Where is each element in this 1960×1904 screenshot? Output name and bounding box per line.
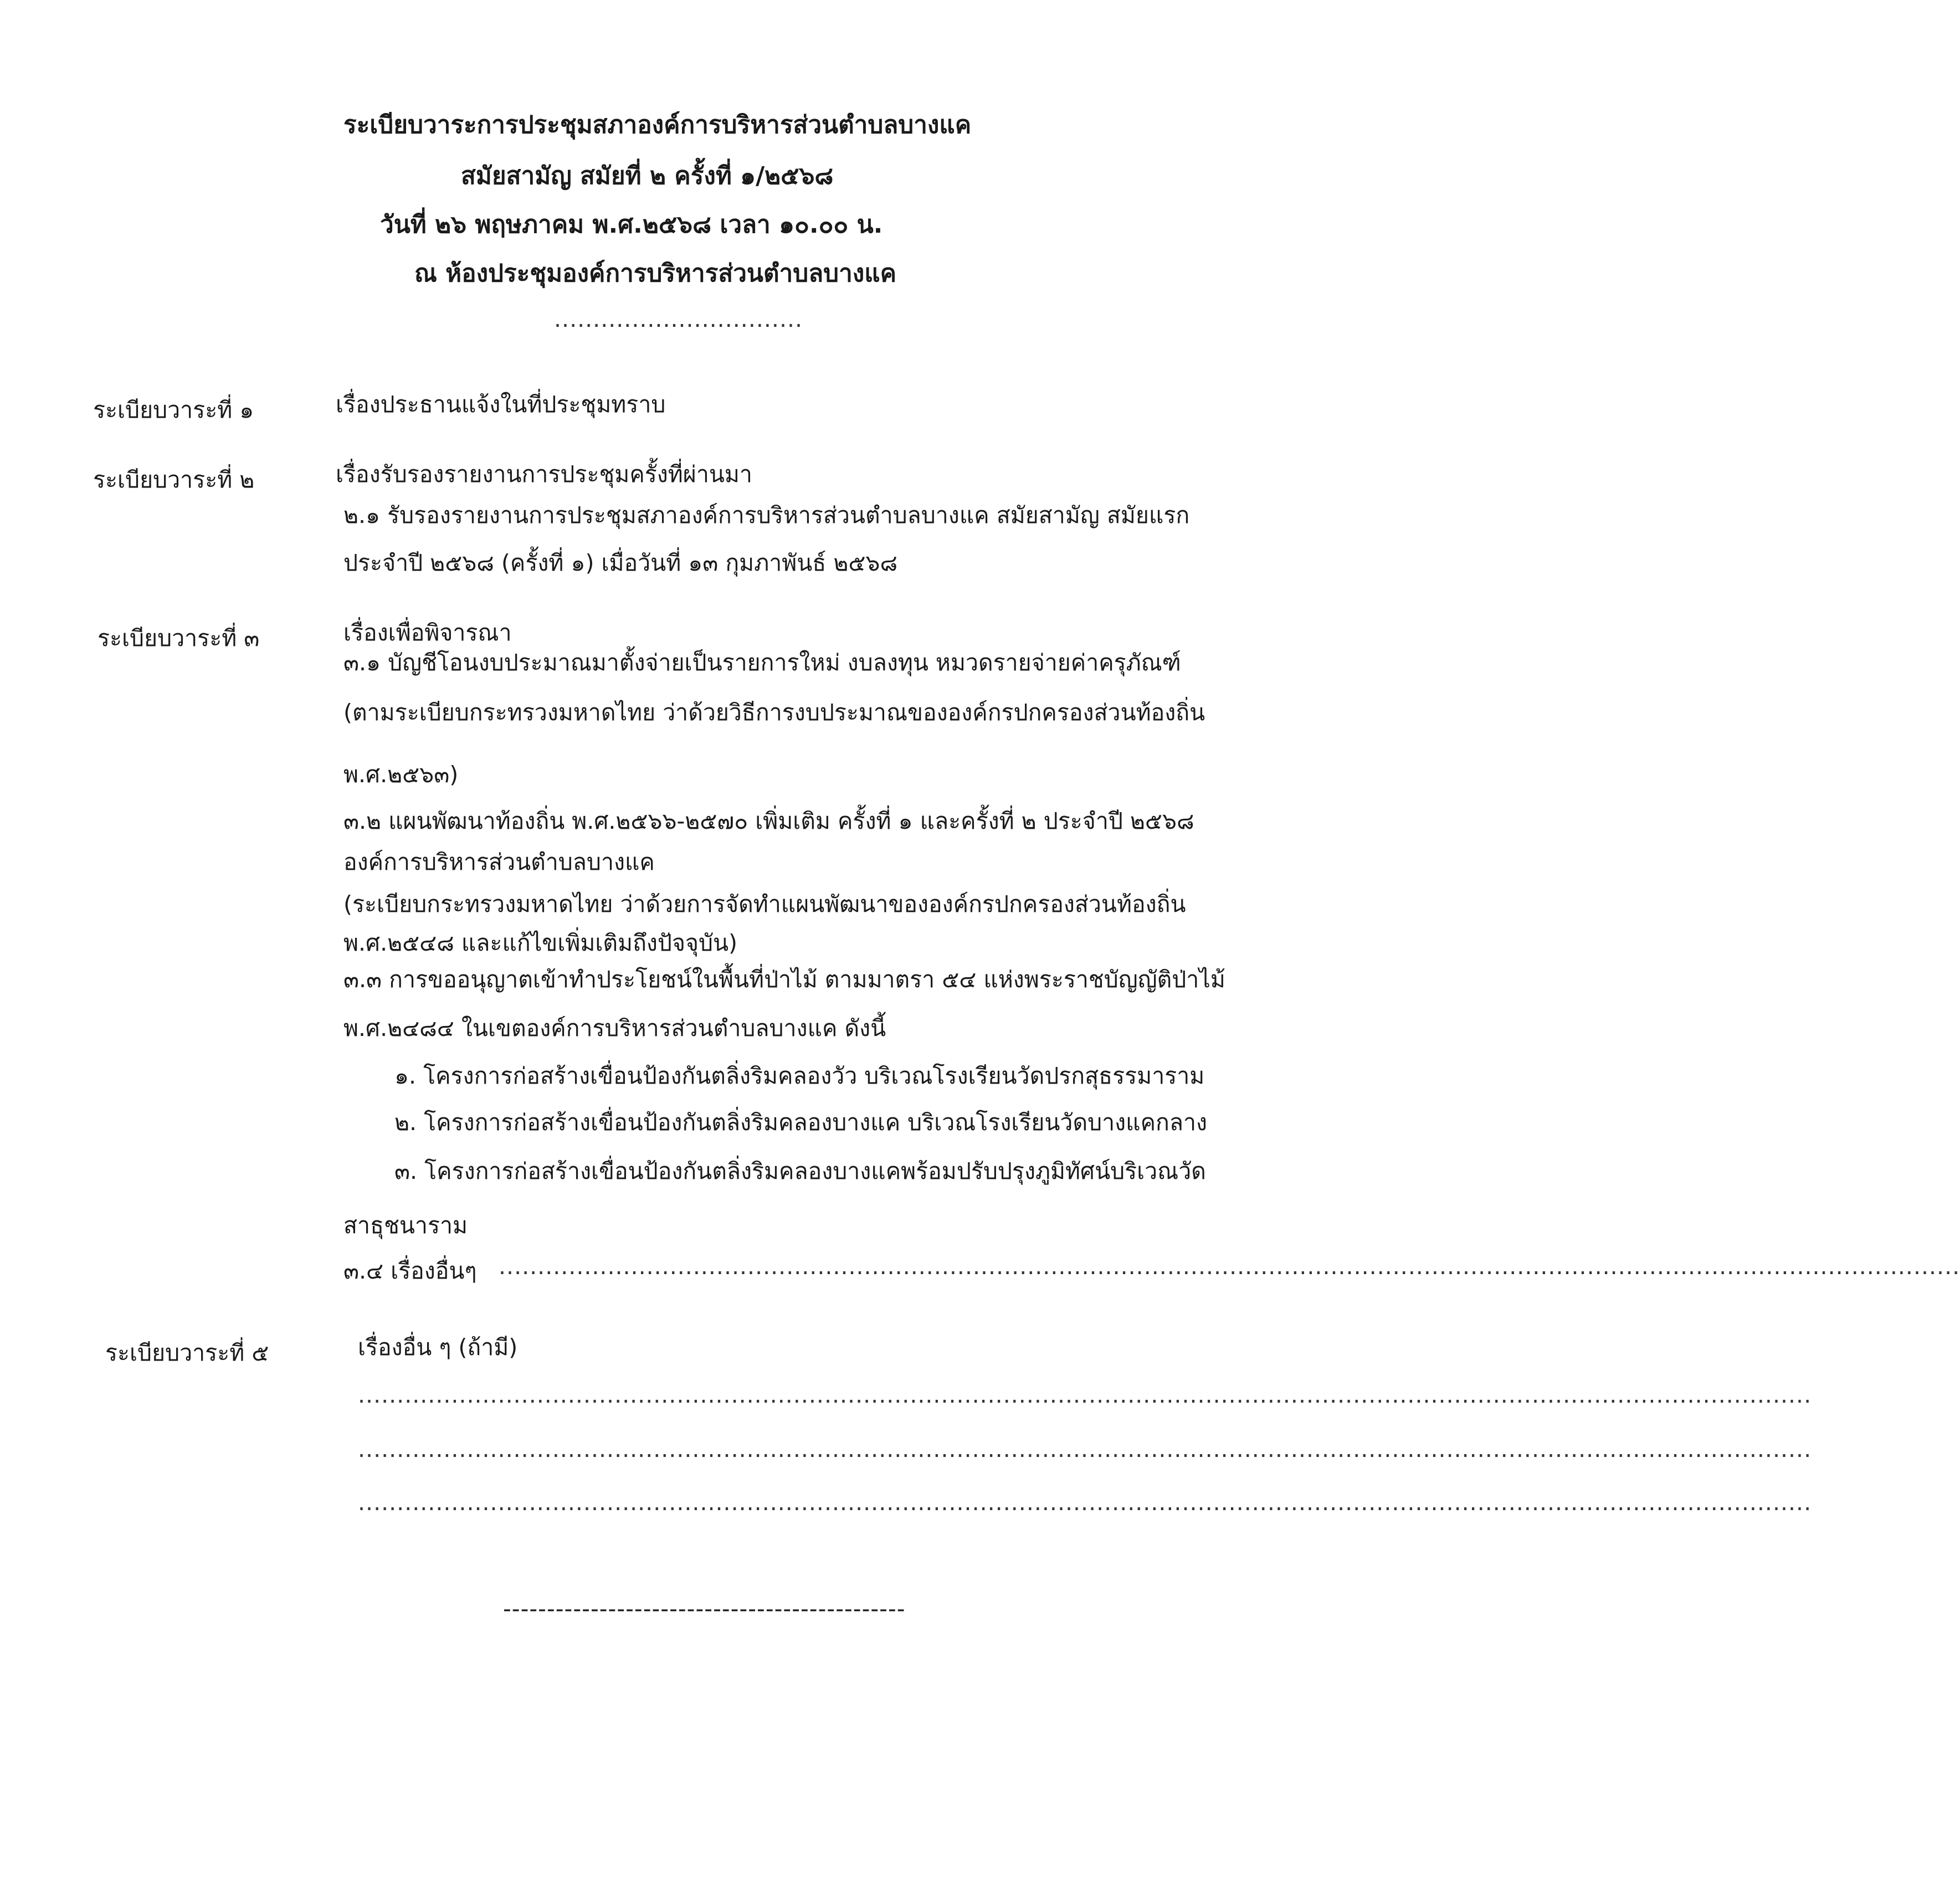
header-line-2: สมัยสามัญ สมัยที่ ๒ ครั้งที่ ๑/๒๕๖๘ — [461, 162, 834, 190]
header-line-4: ณ ห้องประชุมองค์การบริหารส่วนตำบลบางแค — [414, 259, 897, 288]
agenda-3-line-1: ๓.๑ บัญชีโอนงบประมาณมาตั้งจ่ายเป็นรายการใหม่ งบลงทุน หมวดรายจ่ายค่าครุภัณฑ์ — [343, 649, 1181, 676]
agenda-3-subitem-1: ๑. โครงการก่อสร้างเขื่อนป้องกันตลิ่งริมคลองวัว บริเวณโรงเรียนวัดปรกสุธรรมาราม — [394, 1063, 1205, 1089]
agenda-3-line-6: (ระเบียบกระทรวงมหาดไทย ว่าด้วยการจัดทำแผนพัฒนาขององค์กรปกครองส่วนท้องถิ่น — [343, 891, 1186, 917]
agenda-3-line-9: พ.ศ.๒๔๘๔ ในเขตองค์การบริหารส่วนตำบลบางแค ดังนี้ — [343, 1015, 886, 1041]
agenda-2-line-2: ประจำปี ๒๕๖๘ (ครั้งที่ ๑) เมื่อวันที่ ๑๓ กุมภาพันธ์ ๒๕๖๘ — [343, 550, 898, 576]
agenda-5-title: เรื่องอื่น ๆ (ถ้ามี) — [358, 1334, 518, 1361]
agenda-5-blank-line-2: ........................................................................................................................................................................................... — [358, 1436, 1812, 1462]
agenda-2-label: ระเบียบวาระที่ ๒ — [93, 466, 255, 493]
agenda-3-fill-dots: ............................................................................................................................................................................................ — [499, 1253, 1960, 1280]
agenda-3-other-item: ๓.๔ เรื่องอื่นๆ — [343, 1258, 477, 1284]
agenda-5-label: ระเบียบวาระที่ ๕ — [105, 1340, 269, 1366]
header-line-1: ระเบียบวาระการประชุมสภาองค์การบริหารส่วนตำบลบางแค — [343, 111, 972, 139]
agenda-3-subitem-2: ๒. โครงการก่อสร้างเขื่อนป้องกันตลิ่งริมคลองบางแค บริเวณโรงเรียนวัดบางแคกลาง — [394, 1109, 1207, 1136]
agenda-1-label: ระเบียบวาระที่ ๑ — [93, 397, 254, 423]
agenda-3-line-8: ๓.๓ การขออนุญาตเข้าทำประโยชน์ในพื้นที่ป่าไม้ ตามมาตรา ๕๔ แห่งพระราชบัญญัติป่าไม้ — [343, 966, 1225, 993]
agenda-5-blank-line-3: ........................................................................................................................................................................................... — [358, 1489, 1812, 1516]
agenda-3-subitem-3-cont: สาธุชนาราม — [343, 1212, 468, 1239]
agenda-3-title: เรื่องเพื่อพิจารณา — [343, 619, 512, 646]
agenda-3-line-5: องค์การบริหารส่วนตำบลบางแค — [343, 849, 655, 875]
agenda-3-line-4: ๓.๒ แผนพัฒนาท้องถิ่น พ.ศ.๒๕๖๖-๒๕๗๐ เพิ่มเติม ครั้งที่ ๑ และครั้งที่ ๒ ประจำปี ๒๕๖๘ — [343, 808, 1194, 834]
agenda-3-line-7: พ.ศ.๒๕๔๘ และแก้ไขเพิ่มเติมถึงปัจจุบัน) — [343, 930, 738, 956]
agenda-2-title: เรื่องรับรองรายงานการประชุมครั้งที่ผ่านมา — [336, 461, 752, 487]
agenda-5-blank-line-1: ........................................................................................................................................................................................... — [358, 1382, 1812, 1408]
agenda-3-line-3: พ.ศ.๒๕๖๓) — [343, 761, 459, 788]
header-line-3: วันที่ ๒๖ พฤษภาคม พ.ศ.๒๕๖๘ เวลา ๑๐.๐๐ น. — [380, 211, 883, 239]
agenda-3-line-2: (ตามระเบียบกระทรวงมหาดไทย ว่าด้วยวิธีการงบประมาณขององค์กรปกครองส่วนท้องถิ่น — [343, 699, 1205, 726]
end-of-document-line: ---------------------------------------------- — [503, 1595, 906, 1622]
header-divider: ................................ — [554, 306, 803, 332]
agenda-3-label: ระเบียบวาระที่ ๓ — [98, 625, 260, 651]
agenda-3-subitem-3: ๓. โครงการก่อสร้างเขื่อนป้องกันตลิ่งริมคลองบางแคพร้อมปรับปรุงภูมิทัศน์บริเวณวัด — [394, 1158, 1206, 1184]
agenda-1-title: เรื่องประธานแจ้งในที่ประชุมทราบ — [336, 391, 666, 418]
agenda-2-line-1: ๒.๑ รับรองรายงานการประชุมสภาองค์การบริหารส่วนตำบลบางแค สมัยสามัญ สมัยแรก — [343, 502, 1190, 528]
